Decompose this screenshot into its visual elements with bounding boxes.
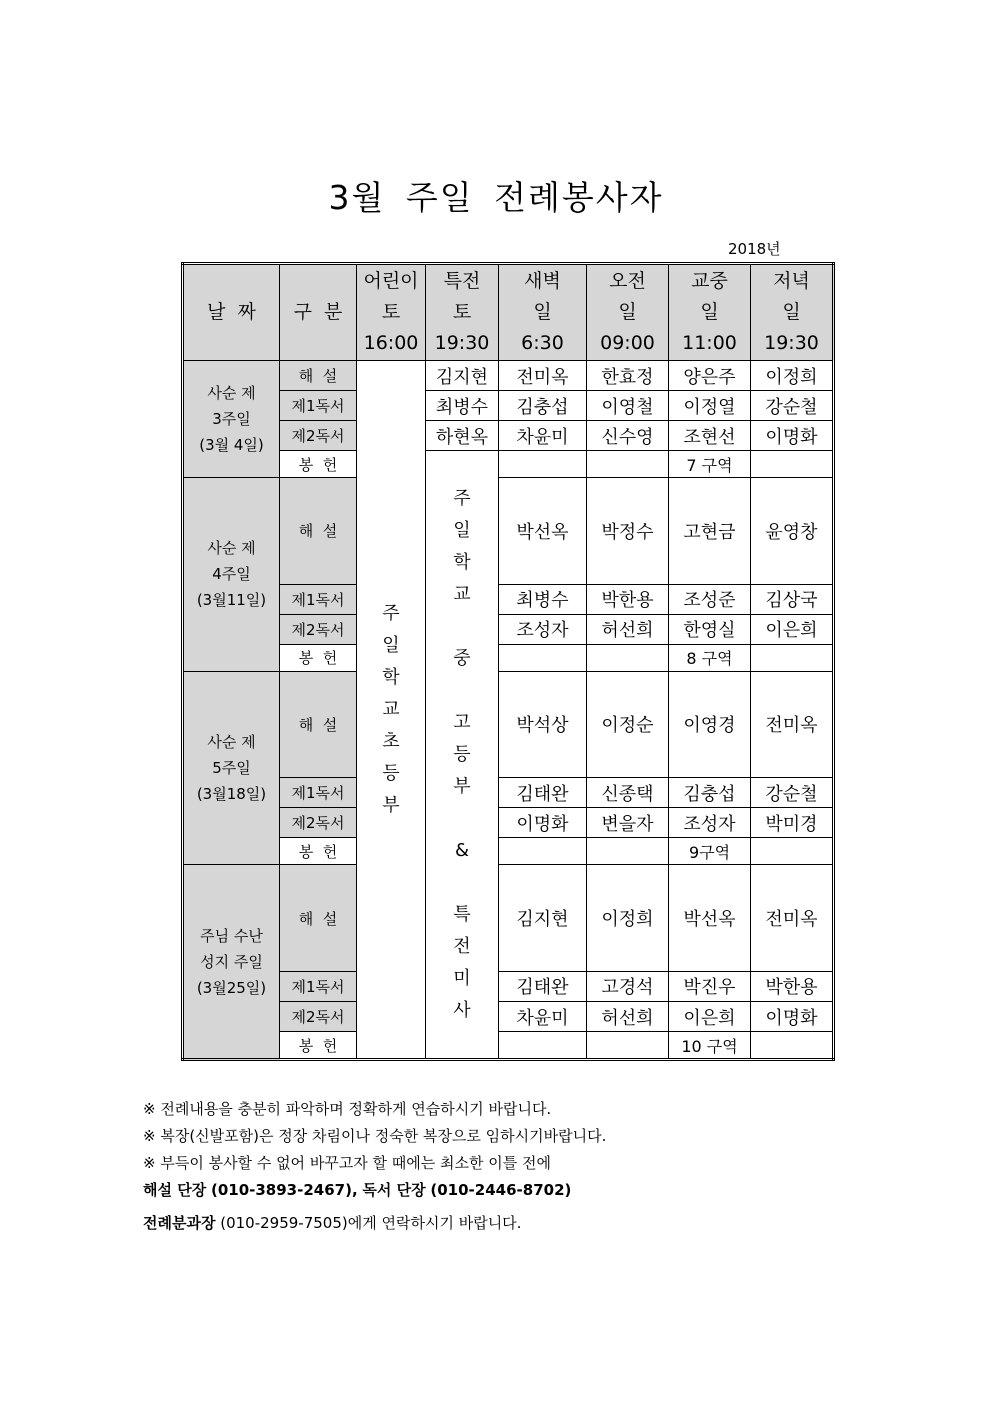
name-cell: 조성자 — [499, 614, 587, 644]
table-row — [183, 778, 834, 808]
name-cell: 김충섭 — [669, 778, 751, 808]
name-cell: 김지현 — [426, 361, 499, 391]
role-commentary: 해 설 — [280, 865, 357, 972]
name-cell: 윤영창 — [751, 478, 834, 585]
table-row — [183, 1032, 834, 1060]
name-cell — [587, 838, 669, 865]
name-cell: 김상국 — [751, 584, 834, 614]
name-cell: 9구역 — [669, 838, 751, 865]
name-cell — [587, 644, 669, 671]
name-cell: 한효정 — [587, 361, 669, 391]
name-cell: 박한용 — [587, 584, 669, 614]
contact-line — [143, 1210, 606, 1237]
name-cell: 하현옥 — [426, 421, 499, 451]
name-cell — [499, 838, 587, 865]
table-row — [183, 865, 834, 972]
name-cell: 10 구역 — [669, 1032, 751, 1060]
name-cell: 이명화 — [751, 421, 834, 451]
page-title: 3월 주일 전례봉사자 — [328, 178, 664, 217]
header-evening-sunday: 저녁 일 19:30 — [751, 264, 834, 361]
table-row — [183, 671, 834, 778]
reading-leader-label: 독서 단장 — [362, 1181, 426, 1199]
name-cell: 신수영 — [587, 421, 669, 451]
role-second-reading: 제2독서 — [280, 614, 357, 644]
role-first-reading: 제1독서 — [280, 778, 357, 808]
week-date: 주님 수난 성지 주일 (3월25일) — [183, 865, 280, 1060]
name-cell: 양은주 — [669, 361, 751, 391]
reading-leader-phone: (010-2446-8702) — [430, 1181, 572, 1199]
name-cell — [499, 1032, 587, 1060]
name-cell — [751, 838, 834, 865]
table-row — [183, 614, 834, 644]
name-cell: 박석상 — [499, 671, 587, 778]
table-row — [183, 808, 834, 838]
year-label: 2018년 — [728, 240, 781, 258]
role-second-reading: 제2독서 — [280, 808, 357, 838]
role-offering: 봉 헌 — [280, 838, 357, 865]
name-cell — [751, 451, 834, 478]
name-cell: 차윤미 — [499, 421, 587, 451]
table-row — [183, 361, 834, 391]
note-line: ※ 전례내용을 충분히 파악하며 정확하게 연습하시기 바랍니다. — [143, 1100, 552, 1118]
role-offering: 봉 헌 — [280, 451, 357, 478]
table-row — [183, 1001, 834, 1031]
commentary-leader-label: 해설 단장 — [143, 1181, 207, 1199]
liturgy-head-suffix: 에게 연락하시기 바랍니다. — [347, 1214, 522, 1232]
week-date: 사순 제 4주일 (3월11일) — [183, 478, 280, 672]
header-category: 구 분 — [280, 264, 357, 361]
name-cell: 차윤미 — [499, 1001, 587, 1031]
name-cell: 박한용 — [751, 971, 834, 1001]
vigil-school-column: 주 일 학 교 중 고 등 부 & 특 전 미 사 — [426, 451, 499, 1060]
name-cell: 조성자 — [669, 808, 751, 838]
name-cell — [587, 1032, 669, 1060]
role-commentary: 해 설 — [280, 478, 357, 585]
name-cell: 이명화 — [499, 808, 587, 838]
name-cell: 허선희 — [587, 1001, 669, 1031]
table-row — [183, 971, 834, 1001]
header-morning-sunday: 오전 일 09:00 — [587, 264, 669, 361]
header-date: 날 짜 — [183, 264, 280, 361]
name-cell: 신종택 — [587, 778, 669, 808]
liturgy-head-label: 전례분과장 — [143, 1214, 216, 1232]
name-cell: 이영경 — [669, 671, 751, 778]
name-cell: 이정희 — [587, 865, 669, 972]
notes-section — [143, 1096, 606, 1237]
name-cell: 이은희 — [669, 1001, 751, 1031]
name-cell: 이정순 — [587, 671, 669, 778]
name-cell — [751, 644, 834, 671]
note-line: ※ 부득이 봉사할 수 없어 바꾸고자 할 때에는 최소한 이틀 전에 — [143, 1154, 552, 1172]
week-date: 사순 제 3주일 (3월 4일) — [183, 361, 280, 478]
name-cell: 조현선 — [669, 421, 751, 451]
name-cell — [587, 451, 669, 478]
name-cell: 고현금 — [669, 478, 751, 585]
name-cell: 이영철 — [587, 391, 669, 421]
name-cell: 고경석 — [587, 971, 669, 1001]
commentary-leader-phone: (010-3893-2467), — [210, 1181, 358, 1199]
header-children-saturday: 어린이 토 16:00 — [357, 264, 426, 361]
name-cell: 박선옥 — [499, 478, 587, 585]
role-commentary: 해 설 — [280, 671, 357, 778]
name-cell: 김태완 — [499, 971, 587, 1001]
name-cell: 박선옥 — [669, 865, 751, 972]
role-first-reading: 제1독서 — [280, 971, 357, 1001]
name-cell: 박정수 — [587, 478, 669, 585]
header-dawn-sunday: 새벽 일 6:30 — [499, 264, 587, 361]
name-cell: 박미경 — [751, 808, 834, 838]
role-commentary: 해 설 — [280, 361, 357, 391]
note-line: ※ 복장(신발포함)은 정장 차림이나 정숙한 복장으로 임하시기바랍니다. — [143, 1127, 607, 1145]
role-second-reading: 제2독서 — [280, 1001, 357, 1031]
name-cell: 전미옥 — [751, 865, 834, 972]
table-row — [183, 584, 834, 614]
name-cell: 변을자 — [587, 808, 669, 838]
name-cell: 강순철 — [751, 778, 834, 808]
name-cell: 7 구역 — [669, 451, 751, 478]
role-first-reading: 제1독서 — [280, 391, 357, 421]
name-cell: 한영실 — [669, 614, 751, 644]
header-vigil-saturday: 특전 토 19:30 — [426, 264, 499, 361]
name-cell: 김충섭 — [499, 391, 587, 421]
name-cell: 최병수 — [426, 391, 499, 421]
name-cell: 전미옥 — [751, 671, 834, 778]
name-cell: 박진우 — [669, 971, 751, 1001]
table-row — [183, 838, 834, 865]
role-first-reading: 제1독서 — [280, 584, 357, 614]
name-cell: 최병수 — [499, 584, 587, 614]
name-cell: 이정희 — [751, 361, 834, 391]
role-offering: 봉 헌 — [280, 644, 357, 671]
name-cell: 강순철 — [751, 391, 834, 421]
table-row — [183, 421, 834, 451]
children-school-column: 주 일 학 교 초 등 부 — [357, 361, 426, 1060]
table-row — [183, 644, 834, 671]
name-cell — [499, 451, 587, 478]
role-offering: 봉 헌 — [280, 1032, 357, 1060]
header-main-sunday: 교중 일 11:00 — [669, 264, 751, 361]
name-cell — [499, 644, 587, 671]
table-row — [183, 451, 834, 478]
week-date: 사순 제 5주일 (3월18일) — [183, 671, 280, 865]
name-cell: 8 구역 — [669, 644, 751, 671]
name-cell: 김지현 — [499, 865, 587, 972]
name-cell: 허선희 — [587, 614, 669, 644]
name-cell: 조성준 — [669, 584, 751, 614]
name-cell: 김태완 — [499, 778, 587, 808]
table-row — [183, 478, 834, 585]
role-second-reading: 제2독서 — [280, 421, 357, 451]
header-row — [183, 264, 834, 361]
name-cell — [751, 1032, 834, 1060]
name-cell: 이명화 — [751, 1001, 834, 1031]
name-cell: 전미옥 — [499, 361, 587, 391]
liturgy-head-phone: (010-2959-7505) — [220, 1214, 348, 1232]
schedule-table — [181, 262, 835, 1061]
table-row — [183, 391, 834, 421]
name-cell: 이정열 — [669, 391, 751, 421]
name-cell: 이은희 — [751, 614, 834, 644]
contact-line — [143, 1177, 606, 1204]
